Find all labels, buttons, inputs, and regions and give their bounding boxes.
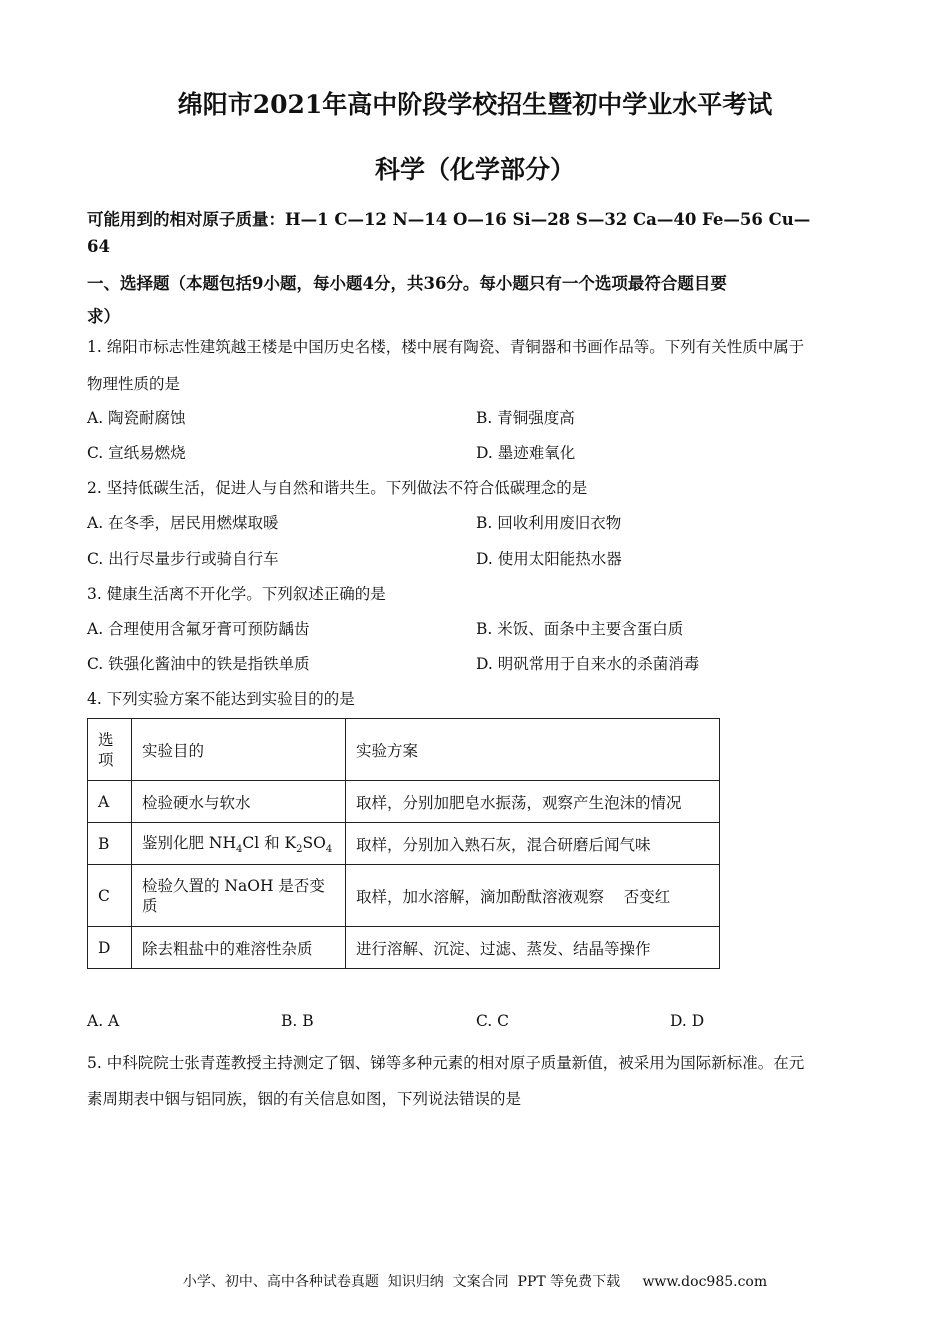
header-purpose: 实验目的 [132,719,346,781]
purpose-line: 检验久置的 NaOH 是否变 [142,876,325,895]
q1-option-c: C. 宣纸易燃烧 [87,444,186,462]
purpose-text: 鉴别化肥 NH [142,834,237,853]
table-header-row [88,719,720,781]
q4-option-a: A. A [87,1012,120,1030]
page-title: 绵阳市2021年高中阶段学校招生暨初中学业水平考试 [177,90,773,119]
table-row [88,781,720,823]
purpose-text: SO [302,834,326,853]
section-heading-line1: 一、选择题（本题包括9小题，每小题4分，共36分。每小题只有一个选项最符合题目要 [87,274,727,293]
subscript: 2 [296,844,303,856]
row-option: C [88,865,132,927]
q1-stem-line2: 物理性质的是 [87,375,181,393]
q3-stem: 3. 健康生活离不开化学。下列叙述正确的是 [87,585,386,603]
purpose-text: Cl 和 K [242,834,297,853]
section-heading-line2: 求） [87,307,120,326]
q5-stem-line2: 素周期表中铟与铝同族，铟的有关信息如图，下列说法错误的是 [87,1090,522,1108]
q3-option-b: B. 米饭、面条中主要含蛋白质 [476,620,684,638]
q5-stem-line1: 5. 中科院院士张青莲教授主持测定了铟、锑等多种元素的相对原子质量新值，被采用为国际新标准。在元 [87,1054,805,1072]
row-plan: 进行溶解、沉淀、过滤、蒸发、结晶等操作 [346,927,720,969]
q4-option-c: C. C [476,1012,510,1030]
table-row [88,865,720,927]
row-option: B [88,823,132,865]
row-plan: 取样，分别加入熟石灰，混合研磨后闻气味 [346,823,720,865]
row-option: A [88,781,132,823]
row-purpose: 检验硬水与软水 [132,781,346,823]
q1-option-d: D. 墨迹难氧化 [476,444,576,462]
page-subtitle: 科学（化学部分） [374,155,575,184]
footer-text: 小学、初中、高中各种试卷真题 知识归纳 文案合同 PPT 等免费下载 www.doc985.com [182,1274,768,1290]
q2-option-c: C. 出行尽量步行或骑自行车 [87,550,279,568]
subscript: 4 [236,844,243,856]
q4-option-b: B. B [281,1012,314,1030]
table-row [88,927,720,969]
header-plan: 实验方案 [346,719,720,781]
row-plan: 取样，分别加肥皂水振荡，观察产生泡沫的情况 [346,781,720,823]
row-option: D [88,927,132,969]
q4-stem: 4. 下列实验方案不能达到实验目的的是 [87,690,355,708]
q1-option-b: B. 青铜强度高 [476,409,575,427]
purpose-line: 质 [142,896,158,915]
header-option: 选 项 [88,719,132,781]
row-purpose [132,865,346,927]
row-purpose [132,823,346,865]
atomic-mass-line2: 64 [87,237,110,256]
table-row [88,823,720,865]
q1-stem-line1: 1. 绵阳市标志性建筑越王楼是中国历史名楼，楼中展有陶瓷、青铜器和书画作品等。下列有关性质中属于 [87,338,805,356]
q2-option-b: B. 回收利用废旧衣物 [476,514,622,532]
q3-option-d: D. 明矾常用于自来水的杀菌消毒 [476,655,700,673]
q3-option-a: A. 合理使用含氟牙膏可预防龋齿 [87,620,310,638]
q2-option-a: A. 在冬季，居民用燃煤取暖 [87,514,279,532]
atomic-mass-line1: 可能用到的相对原子质量：H—1 C—12 N—14 O—16 Si—28 S—32 Ca—40 Fe—56 Cu— [87,210,811,229]
experiment-table [87,718,720,969]
q2-option-d: D. 使用太阳能热水器 [476,550,622,568]
q4-option-d: D. D [670,1012,705,1030]
q3-option-c: C. 铁强化酱油中的铁是指铁单质 [87,655,310,673]
q2-stem: 2. 坚持低碳生活，促进人与自然和谐共生。下列做法不符合低碳理念的是 [87,479,588,497]
q1-option-a: A. 陶瓷耐腐蚀 [87,409,186,427]
subscript: 4 [325,844,333,856]
row-plan: 取样，加水溶解，滴加酚酞溶液观察 否变红 [346,865,720,927]
row-purpose: 除去粗盐中的难溶性杂质 [132,927,346,969]
